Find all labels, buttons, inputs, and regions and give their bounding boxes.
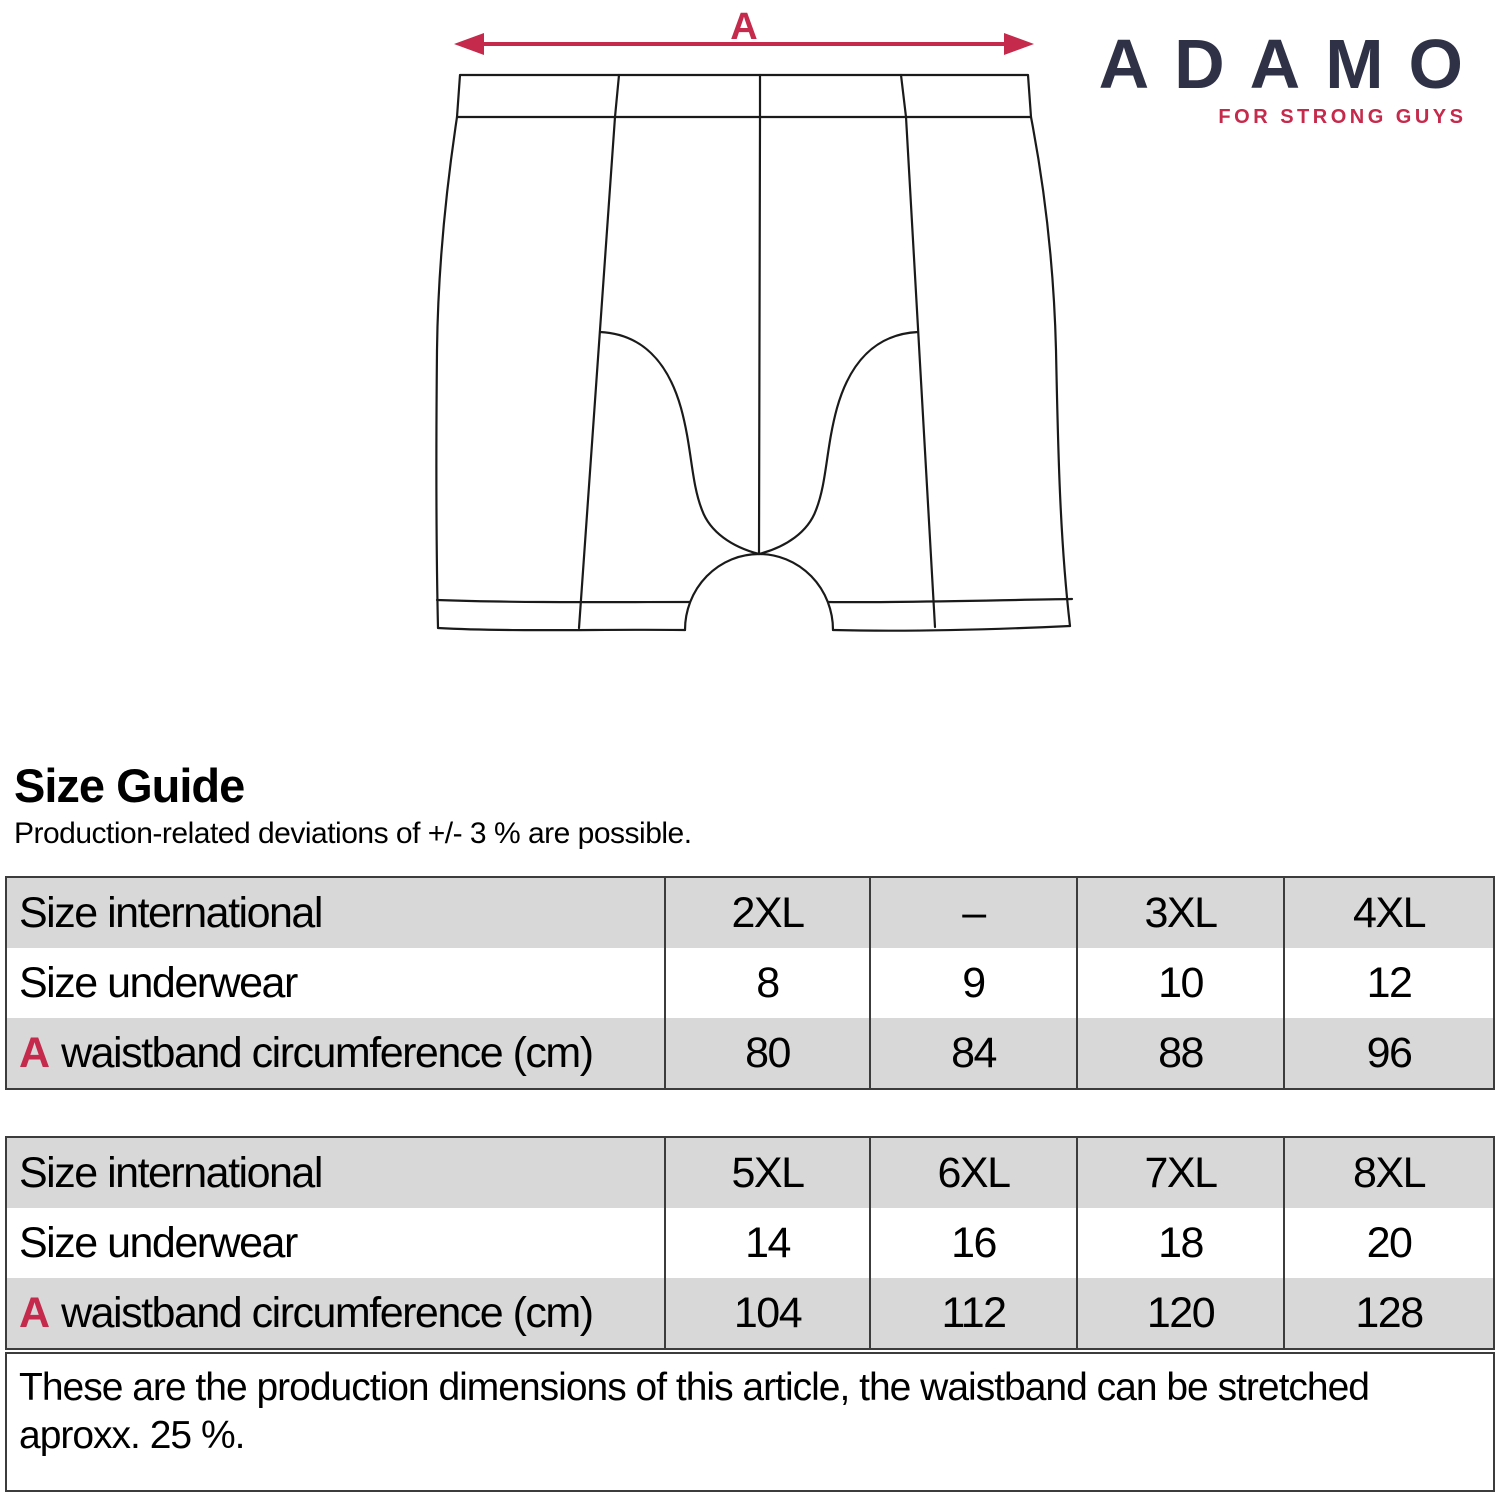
size-cell: 3XL — [1076, 878, 1283, 948]
row-label-text: waistband circumference (cm) — [61, 1288, 593, 1337]
size-cell: 96 — [1283, 1018, 1493, 1088]
size-cell: 8XL — [1283, 1138, 1493, 1208]
size-cell: 84 — [869, 1018, 1076, 1088]
table-row — [7, 1018, 1493, 1088]
table-row — [7, 1208, 1493, 1278]
size-cell: 12 — [1283, 948, 1493, 1018]
row-label: Size underwear — [19, 958, 297, 1007]
size-cell: 10 — [1076, 948, 1283, 1018]
size-cell: 18 — [1076, 1208, 1283, 1278]
size-cell: 9 — [869, 948, 1076, 1018]
size-cell: 6XL — [869, 1138, 1076, 1208]
deviation-note: Production-related deviations of +/- 3 % are possible. — [14, 817, 692, 850]
size-cell: 112 — [869, 1278, 1076, 1348]
size-table-1 — [5, 876, 1495, 1090]
production-note: These are the production dimensions of this article, the waistband can be stretched aproxx. 25 %. — [5, 1352, 1495, 1492]
dimension-a-label: A — [730, 6, 758, 48]
size-cell: 7XL — [1076, 1138, 1283, 1208]
size-cell: 5XL — [664, 1138, 869, 1208]
size-cell: 8 — [664, 948, 869, 1018]
size-cell: 104 — [664, 1278, 869, 1348]
row-label — [7, 1018, 664, 1088]
boxer-shorts-diagram — [420, 0, 1100, 660]
brand-name: ADAMO — [1098, 25, 1488, 103]
table-row — [7, 878, 1493, 948]
size-table-2 — [5, 1136, 1495, 1350]
size-cell: 14 — [664, 1208, 869, 1278]
dimension-a-mark: A — [19, 1028, 51, 1077]
size-cell: 128 — [1283, 1278, 1493, 1348]
row-label: Size international — [19, 888, 322, 937]
size-cell: 16 — [869, 1208, 1076, 1278]
row-label-text: waistband circumference (cm) — [61, 1028, 593, 1077]
brand-tagline: FOR STRONG GUYS — [1218, 106, 1467, 128]
table-row — [7, 1278, 1493, 1348]
dimension-a-mark: A — [19, 1288, 51, 1337]
size-cell: 120 — [1076, 1278, 1283, 1348]
table-row — [7, 1138, 1493, 1208]
size-cell: 88 — [1076, 1018, 1283, 1088]
size-cell: – — [869, 878, 1076, 948]
size-cell: 80 — [664, 1018, 869, 1088]
table-row — [7, 948, 1493, 1018]
size-cell: 2XL — [664, 878, 869, 948]
brand-logo — [1098, 25, 1488, 128]
size-cell: 20 — [1283, 1208, 1493, 1278]
row-label — [7, 1278, 664, 1348]
row-label: Size international — [19, 1148, 322, 1197]
row-label: Size underwear — [19, 1218, 297, 1267]
shorts-outline — [436, 75, 1072, 631]
size-cell: 4XL — [1283, 878, 1493, 948]
page-title: Size Guide — [14, 759, 245, 812]
